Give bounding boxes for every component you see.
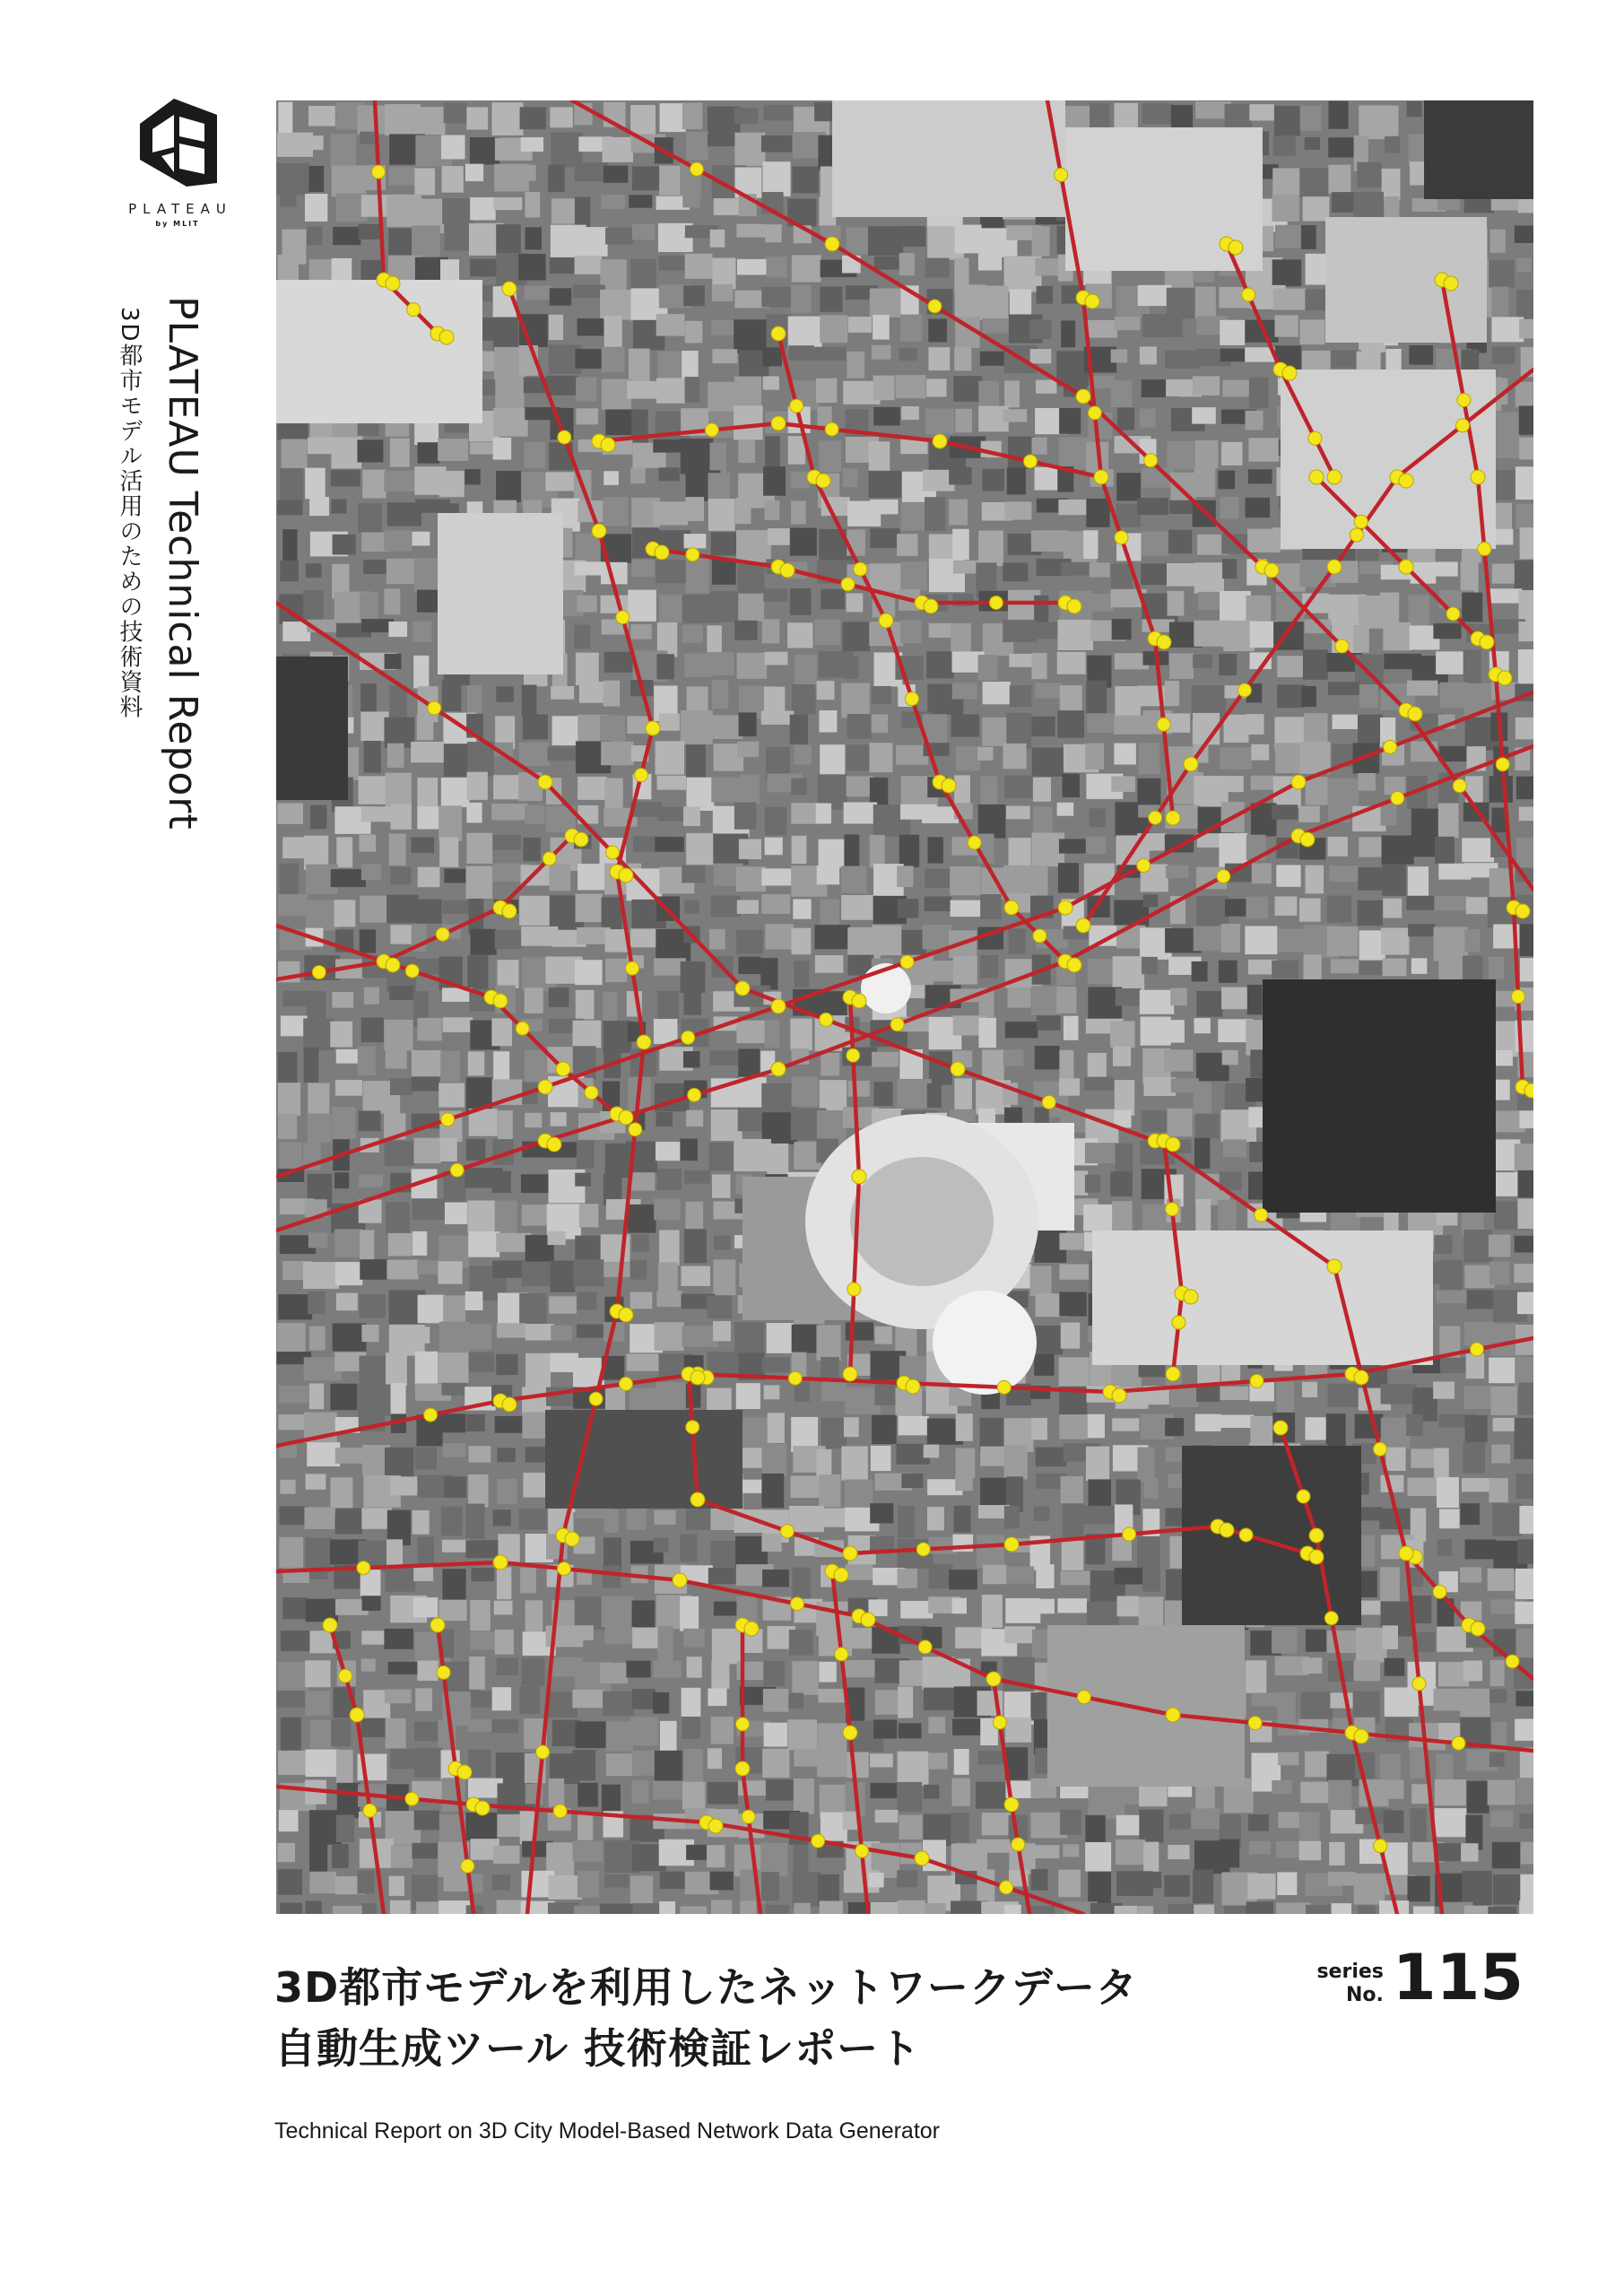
english-title: Technical Report on 3D City Model-Based Network Data Generator [274,2118,941,2144]
plateau-mark-icon [135,97,221,188]
report-series-subtitle: 3D都市モデル活用のための技術資料 [116,307,143,720]
number-label: No. [1345,1984,1384,2006]
main-title-line-2: 自動生成ツール 技術検証レポート [274,2024,922,2073]
series-number-block [1316,1937,1524,2018]
report-series-title: PLATEAU Technical Report [160,296,205,831]
title-block [274,1957,1315,2144]
logo-wordmark: PLATEAU [128,201,232,217]
series-number: 115 [1392,1941,1524,2014]
logo-byline: by MLIT [155,220,200,228]
main-title-line-1: 3D都市モデルを利用したネットワークデータ [274,1963,1138,2012]
series-label: series [1316,1961,1384,1983]
aerial-network-image [276,100,1533,1914]
plateau-logo [115,97,240,228]
cover-network-map [276,100,1533,1914]
